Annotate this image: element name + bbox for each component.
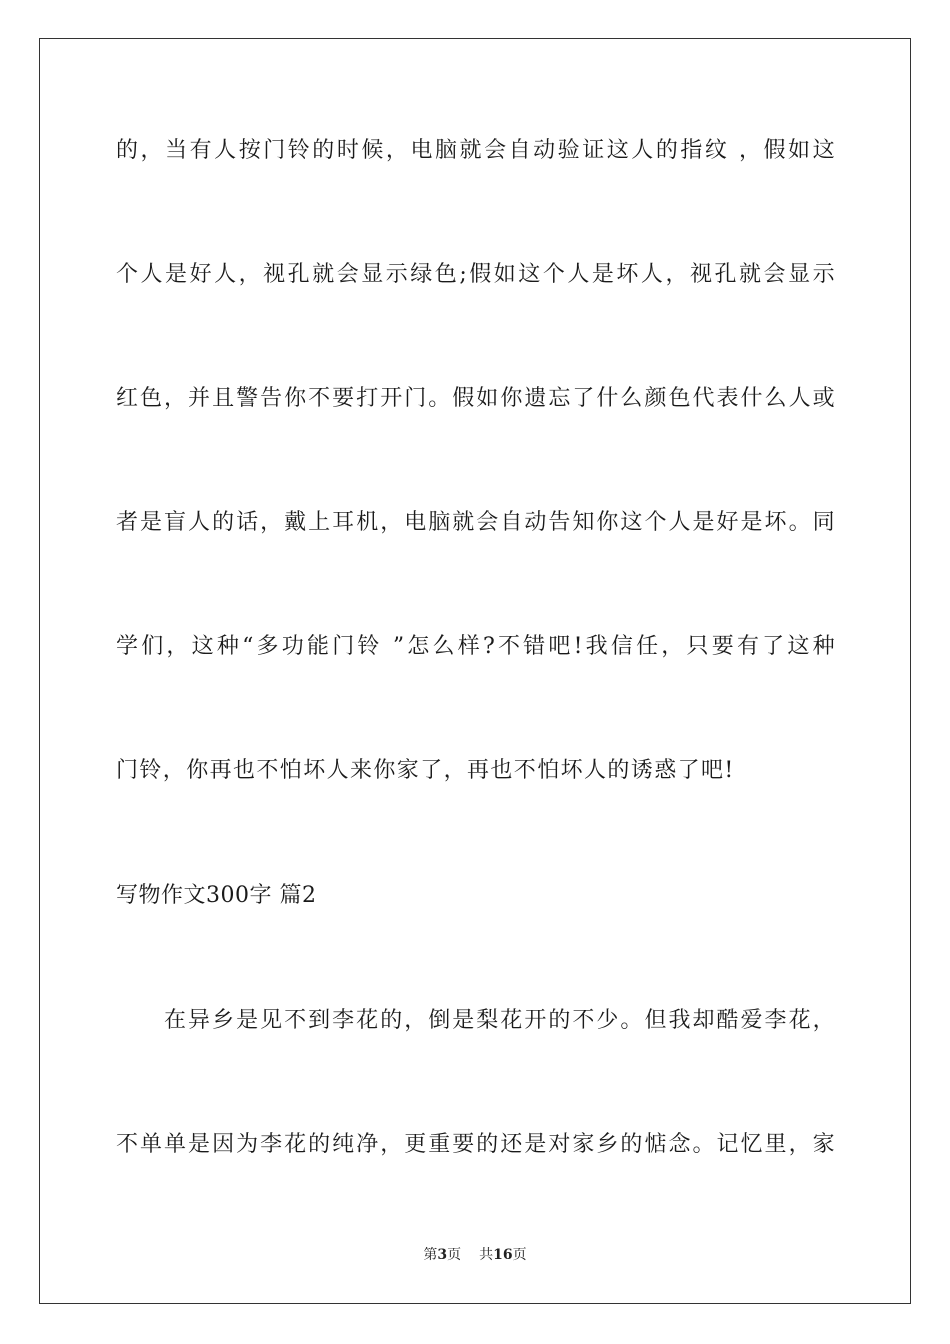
body-line-4: 者是盲人的话，戴上耳机，电脑就会自动告知你这个人是好是坏。同 <box>116 510 836 535</box>
body-line-1: 的，当有人按门铃的时候，电脑就会自动验证这人的指纹 ，假如这 <box>116 138 836 163</box>
page-footer <box>0 1245 950 1265</box>
page-suffix: 页 <box>447 1247 462 1263</box>
body-line-6: 门铃，你再也不怕坏人来你家了，再也不怕坏人的诱惑了吧! <box>116 758 735 783</box>
page-prefix: 第 <box>423 1247 438 1263</box>
body-line-2: 个人是好人，视孔就会显示绿色;假如这个人是坏人，视孔就会显示 <box>116 262 836 287</box>
section-heading: 写物作文300字 篇2 <box>116 883 317 908</box>
total-suffix: 页 <box>512 1247 527 1263</box>
page-number: 3 <box>437 1247 448 1263</box>
body-line-3: 红色，并且警告你不要打开门。假如你遗忘了什么颜色代表什么人或 <box>116 386 836 411</box>
paragraph2-line-1: 在异乡是见不到李花的，倒是梨花开的不少。但我却酷爱李花， <box>164 1008 836 1033</box>
page-frame <box>39 38 911 1304</box>
total-prefix: 共 <box>479 1247 494 1263</box>
body-line-5: 学们，这种“多功能门铃 ”怎么样?不错吧!我信任，只要有了这种 <box>116 634 836 659</box>
paragraph2-line-2: 不单单是因为李花的纯净，更重要的还是对家乡的惦念。记忆里，家 <box>116 1132 836 1157</box>
total-pages: 16 <box>493 1247 513 1263</box>
